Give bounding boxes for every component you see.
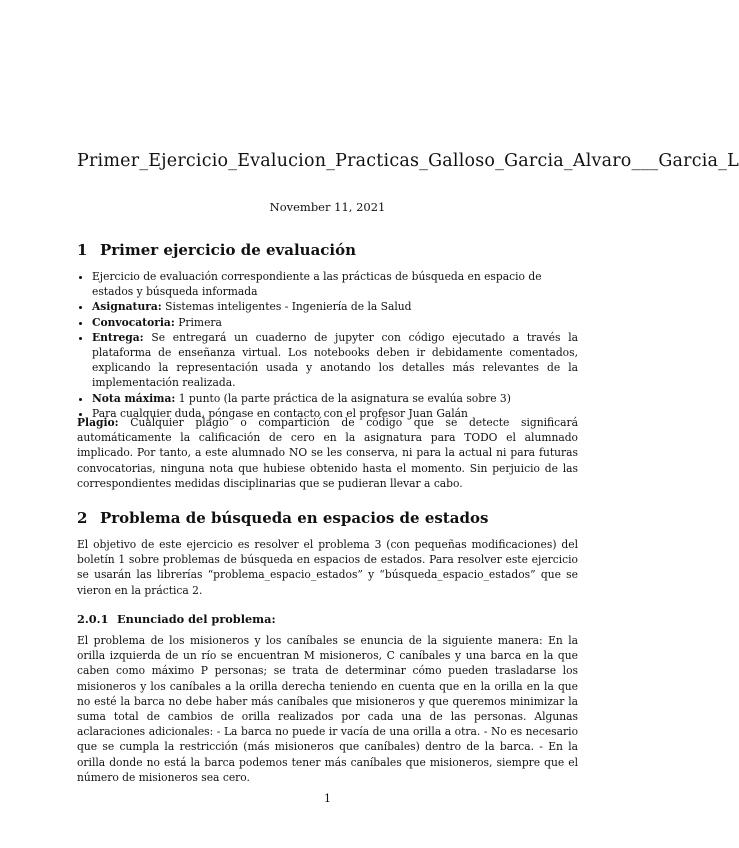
bullet-label: Nota máxima: [92, 391, 176, 405]
plagio-text: Cualquier plagio o compartición de código que se detecte significará automáticamente la calificación de cero en la asignatura para TODO el alumnado implicado. Por tanto, a este alumnado NO se les conserva, ni para la actual ni para futuras convocatorias, ninguna nota que hubiese obtenido hasta el momento. Sin perjuicio de las correspondientes medidas disciplinarias que se pudieran llevar a cabo. [77, 416, 578, 490]
bullet-label: Convocatoria: [92, 315, 175, 329]
list-item [92, 315, 578, 330]
section-2-heading [77, 509, 488, 527]
page-number: 1 [324, 792, 331, 805]
subsection-number: 2.0.1 [77, 612, 109, 626]
section-1-heading [77, 241, 356, 259]
bullet-text: Se entregará un cuaderno de jupyter con código ejecutado a través la plataforma de enseñanza virtual. Los notebooks deben ir debidamente comentados, explicando la representación usada y anotando los detalles más relevantes de la implementación realizada. [92, 330, 578, 390]
bullet-label: Asignatura: [92, 300, 162, 314]
list-item [92, 330, 578, 391]
section-2-intro: El objetivo de este ejercicio es resolver el problema 3 (con pequeñas modificaciones) del boletín 1 sobre problemas de búsqueda en espacios de estados. Para resolver este ejercicio se usarán las librerías “problema_espacio_estados” y “búsqueda_espacio_estados” que se vieron en la práctica 2. [77, 538, 578, 597]
bullet-label: Entrega: [92, 330, 144, 344]
subsection-heading [77, 612, 276, 626]
section-1-bullet-list [77, 269, 578, 421]
list-item [92, 391, 578, 406]
section-1-title: Primer ejercicio de evaluación [100, 241, 357, 259]
section-2-title: Problema de búsqueda en espacios de estados [100, 509, 489, 527]
bullet-text: Primera [178, 315, 222, 329]
plagio-label: Plagio: [77, 416, 119, 429]
bullet-text: Ejercicio de evaluación correspondiente a las prácticas de búsqueda en espacio de estados y búsqueda informada [92, 270, 542, 299]
plagio-paragraph [77, 415, 578, 491]
bullet-text: Sistemas inteligentes - Ingeniería de la Salud [165, 300, 412, 314]
section-1-number: 1 [77, 241, 88, 259]
document-date: November 11, 2021 [269, 200, 386, 214]
document-title: Primer_Ejercicio_Evalucion_Practicas_Galloso_Garcia_Alvaro___Garcia_L [77, 151, 739, 171]
list-item [92, 299, 578, 314]
problem-statement: El problema de los misioneros y los caníbales se enuncia de la siguiente manera: En la orilla izquierda de un río se encuentran M misioneros, C caníbales y una barca en la que caben como máximo P personas; se trata de determinar cómo pueden trasladarse los misioneros y los caníbales a la orilla derecha teniendo en cuenta que en la orilla en la que no esté la barca no debe haber más caníbales que misioneros y que queremos minimizar la suma total de cambios de orilla realizados por cada una de las personas. Algunas aclaraciones adicionales: - La barca no puede ir vacía de una orilla a otra. - No es necesario que se cumpla la restricción (más misioneros que caníbales) dentro de la barca. - En la orilla donde no está la barca podemos tener más caníbales que misioneros, siempre que el número de misioneros sea cero. [77, 634, 578, 784]
subsection-title: Enunciado del problema: [117, 612, 276, 626]
bullet-text: 1 punto (la parte práctica de la asignatura se evalúa sobre 3) [178, 391, 511, 405]
bullet-text: Para cualquier duda, póngase en contacto con el profesor Juan Galán [92, 406, 468, 420]
list-item [92, 269, 578, 299]
section-2-number: 2 [77, 509, 88, 527]
